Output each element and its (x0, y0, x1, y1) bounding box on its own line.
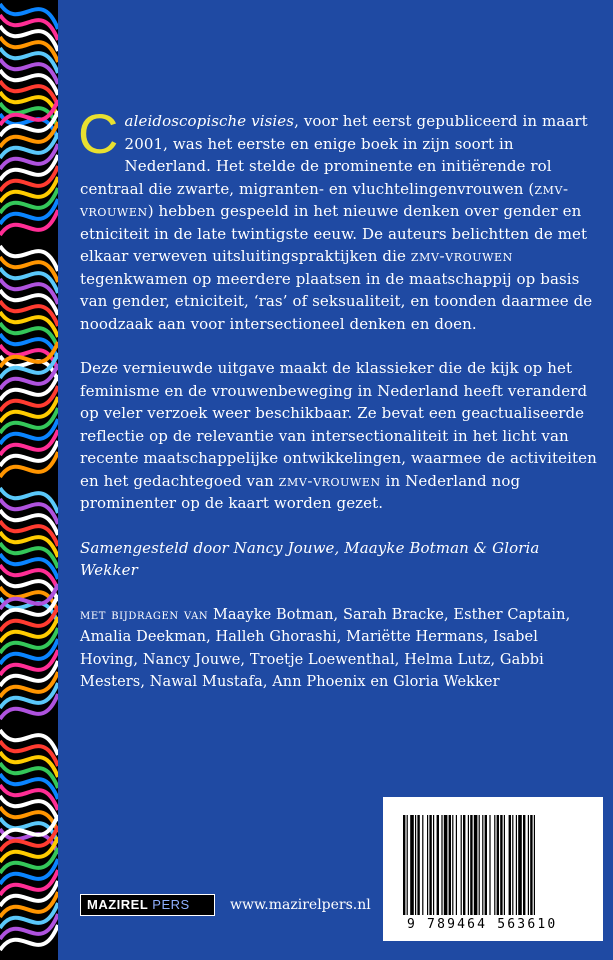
blurb-paragraph-1 (78, 102, 600, 335)
barcode-panel (383, 797, 603, 941)
drop-cap: C (78, 102, 119, 165)
logo-main-text: MAZIREL (87, 897, 149, 912)
paragraph-text: ) hebben gespeeld in het nieuwe denken over gender en etniciteit in de late twintigste eeuw. De auteurs belichtten de met elkaar verweven uitsluitingspraktijken die (80, 202, 588, 265)
paragraph-text: tegenkwamen op meerdere plaatsen in de maatschappij op basis van gender, etniciteit, ‘ras’ of seksualiteit, en toonden daarmee de noodzaak aan voor intersectioneel denken en doen. (80, 269, 593, 333)
barcode-bar (456, 815, 457, 915)
zmv-term: zmv-vrouwen (80, 179, 569, 220)
barcode-bar (528, 815, 529, 915)
barcode-bar (497, 815, 499, 915)
barcode-bar (429, 815, 431, 915)
barcode-bar (410, 815, 414, 915)
rainbow-stripes-graphic (0, 0, 58, 960)
publisher-website: www.mazirelpers.nl (230, 897, 371, 913)
barcode-bar (474, 815, 478, 915)
logo-sub-text: PERS (152, 897, 190, 912)
barcode-bar (452, 815, 453, 915)
zmv-term: zmv-vrouwen (410, 247, 513, 265)
decorative-stripe-band (0, 0, 58, 960)
barcode-bar (417, 815, 419, 915)
barcode-bar (489, 815, 490, 915)
barcode-bar (523, 815, 525, 915)
barcode-bar (504, 815, 505, 915)
barcode-bar (449, 815, 451, 915)
barcode-bar (461, 815, 462, 915)
barcode-bar (509, 815, 511, 915)
book-title-italic: aleidoscopische visies (124, 112, 295, 130)
barcode-bar (518, 815, 522, 915)
barcode-bar (441, 815, 442, 915)
barcode-bar (512, 815, 513, 915)
barcode-bar (415, 815, 416, 915)
paragraph-text: in Nederland nog prominenter op de kaart worden gezet. (80, 471, 521, 512)
paragraph-text: , voor het eerst gepubliceerd in maart 2001, was het eerste en enige boek in zijn soort in Nederland. Het stelde de prominente en initiërende rol centraal die zwarte, migranten- en vluchtelingenvrouwen ( (80, 112, 588, 198)
barcode-bar (437, 815, 439, 915)
barcode-bar (433, 815, 434, 915)
contributors-paragraph (80, 604, 600, 694)
barcode-bar (407, 815, 408, 915)
barcode-bar (534, 815, 535, 915)
editors-line: Samengesteld door Nancy Jouwe, Maayke Botman & Gloria Wekker (80, 538, 540, 579)
barcode-bar (482, 815, 483, 915)
barcode-bar (468, 815, 469, 915)
publisher-logo (80, 894, 215, 916)
contributors-list: Maayke Botman, Sarah Bracke, Esther Captain, Amalia Deekman, Halleh Ghorashi, Mariëtte Hermans, Isabel Hoving, Nancy Jouwe, Troetje Loewenthal, Helma Lutz, Gabbi Mesters, Nawal Mustafa, Ann Phoenix en Gloria Wekker (80, 606, 571, 690)
barcode-bar (500, 815, 502, 915)
barcode-bar (470, 815, 472, 915)
barcode-icon (403, 815, 583, 915)
barcode-bar (485, 815, 487, 915)
back-cover-text (78, 102, 600, 716)
barcode-bar (479, 815, 480, 915)
paragraph-text: Deze vernieuwde uitgave maakt de klassieker die de kijk op het feminisme en de vrouwenbeweging in Nederland heeft veranderd op veler verzoek weer beschikbaar. Ze bevat een geactualiseerde reflectie op de relevantie van intersectionaliteit in het licht van recente maatschappelijke ontwikkelingen, waarmee de activiteiten en het gedachtegoed van (80, 359, 597, 490)
contributors-label: met bijdragen van (80, 606, 209, 623)
blurb-paragraph-2 (80, 357, 600, 515)
zmv-term: zmv-vrouwen (278, 471, 381, 490)
barcode-bar (516, 815, 517, 915)
isbn-number: 9 789464 563610 (407, 917, 558, 932)
barcode-bar (427, 815, 428, 915)
barcode-bar (463, 815, 465, 915)
barcode-bar (403, 815, 405, 915)
barcode-bar (444, 815, 448, 915)
barcode-bar (530, 815, 532, 915)
barcode-bar (494, 815, 495, 915)
barcode-bar (422, 815, 423, 915)
